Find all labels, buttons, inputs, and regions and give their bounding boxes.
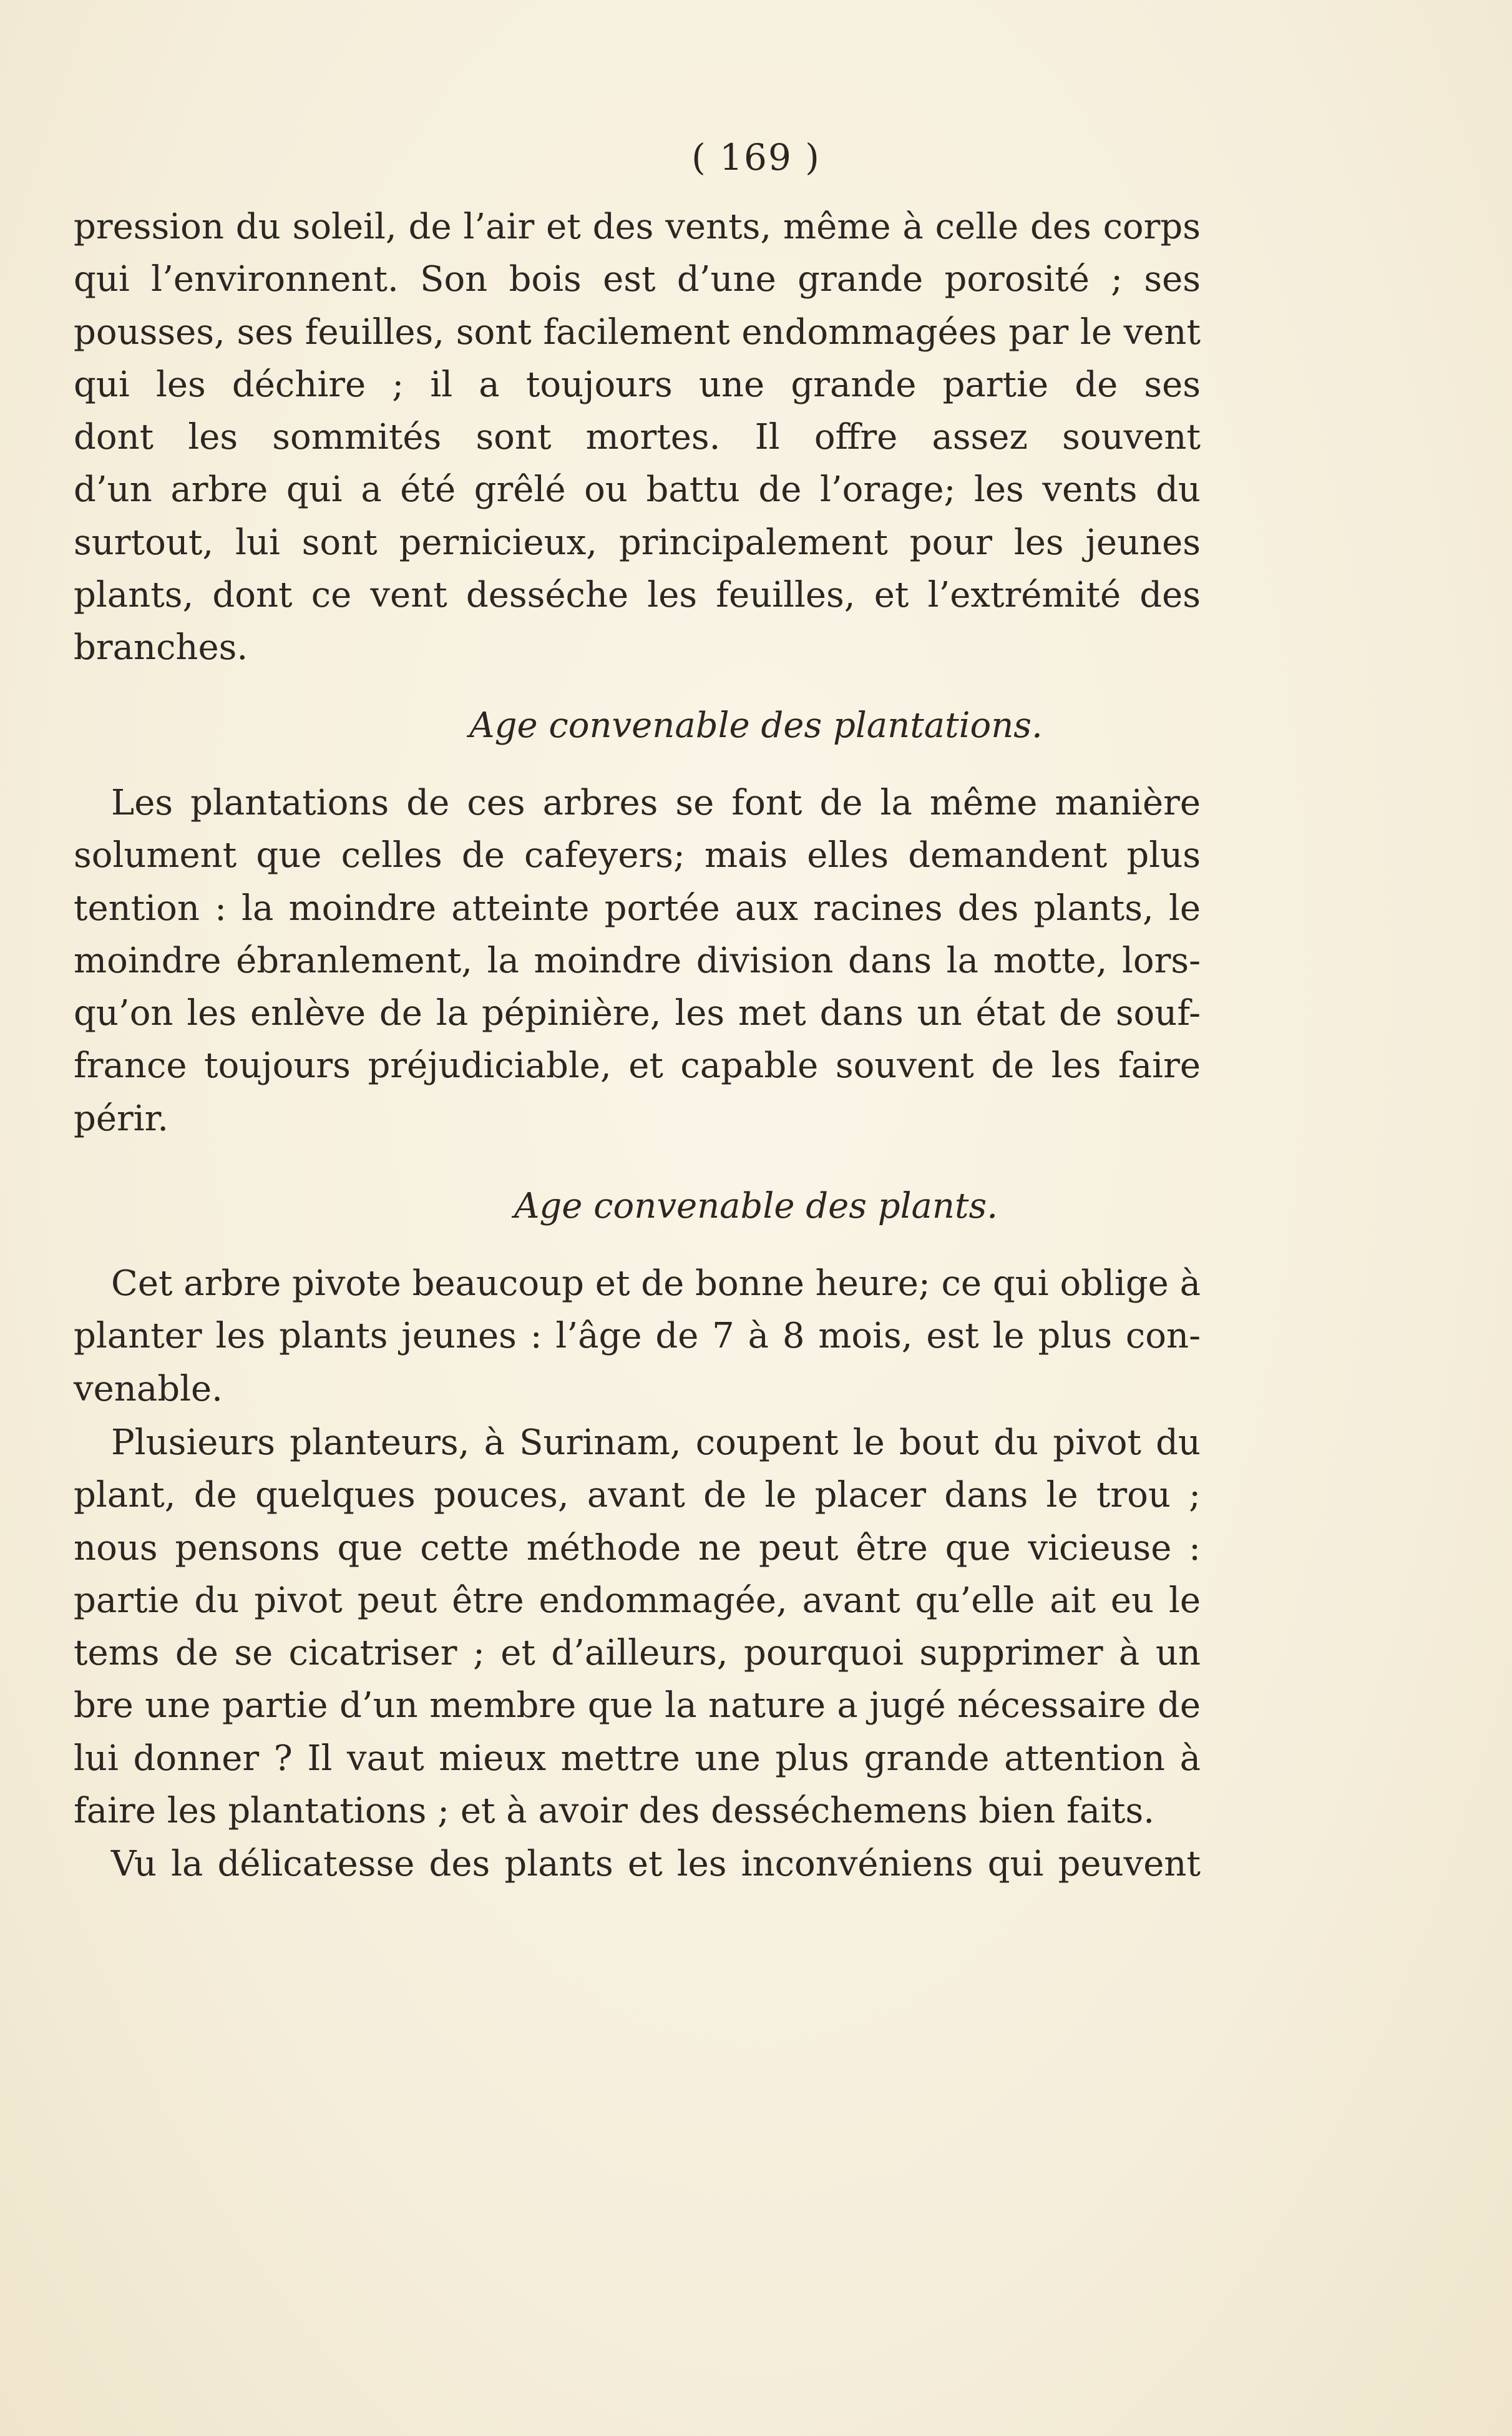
text-line: partie du pivot peut être endommagée, avant qu’elle ait eu le <box>74 1580 1201 1621</box>
paragraph-2 <box>74 777 1201 1145</box>
text-line: Vu la délicatesse des plants et les inconvéniens qui peuvent <box>111 1844 1201 1884</box>
text-line: planter les plants jeunes : l’âge de 7 à 8 mois, est le plus con- <box>74 1316 1201 1357</box>
paragraph-5 <box>74 1838 1201 1891</box>
paragraph-3 <box>74 1258 1201 1416</box>
text-line: qu’on les enlève de la pépinière, les met dans un état de souf- <box>74 993 1201 1034</box>
section-heading-plants: Age convenable des plants. <box>514 1186 998 1226</box>
paragraph-4 <box>74 1417 1201 1837</box>
text-line: pousses, ses feuilles, sont facilement endommagées par le vent <box>74 311 1201 353</box>
text-line: moindre ébranlement, la moindre division dans la motte, lors- <box>74 940 1201 981</box>
section-heading-plantations: Age convenable des plantations. <box>469 705 1043 746</box>
text-line: surtout, lui sont pernicieux, principalement pour les jeunes <box>74 522 1201 563</box>
text-line: qui les déchire ; il a toujours une grande partie de ses <box>74 364 1201 405</box>
text-line: d’un arbre qui a été grêlé ou battu de l’orage; les vents du <box>74 469 1201 511</box>
text-line: Cet arbre pivote beaucoup et de bonne heure; ce qui oblige à <box>111 1263 1201 1304</box>
text-line: périr. <box>74 1098 169 1139</box>
text-line: dont les sommités sont mortes. Il offre assez souvent <box>74 417 1201 458</box>
text-line: bre une partie d’un membre que la nature a jugé nécessaire de <box>74 1685 1201 1726</box>
text-line: plants, dont ce vent desséche les feuilles, et l’extrémité des <box>74 575 1201 616</box>
text-line: tention : la moindre atteinte portée aux racines des plants, le <box>74 888 1201 929</box>
text-line: lui donner ? Il vaut mieux mettre une plus grande attention à <box>74 1738 1201 1779</box>
text-line: solument que celles de cafeyers; mais elles demandent plus <box>74 835 1201 876</box>
text-line: venable. <box>74 1368 223 1409</box>
paragraph-1 <box>74 201 1201 675</box>
text-line: Les plantations de ces arbres se font de la même manière <box>111 783 1201 823</box>
text-line: pression du soleil, de l’air et des vents, même à celle des corps <box>74 207 1201 247</box>
text-line: qui l’environnent. Son bois est d’une grande porosité ; ses <box>74 259 1201 300</box>
text-line: faire les plantations ; et à avoir des desséchemens bien faits. <box>74 1791 1155 1832</box>
text-line: branches. <box>74 627 248 668</box>
text-line: france toujours préjudiciable, et capable souvent de les faire <box>74 1045 1201 1087</box>
page-number: ( 169 ) <box>691 136 821 179</box>
text-line: Plusieurs planteurs, à Surinam, coupent le bout du pivot du <box>111 1422 1201 1463</box>
text-line: tems de se cicatriser ; et d’ailleurs, pourquoi supprimer à un <box>74 1633 1201 1674</box>
text-line: plant, de quelques pouces, avant de le placer dans le trou ; <box>74 1475 1201 1516</box>
text-line: nous pensons que cette méthode ne peut être que vicieuse : <box>74 1527 1201 1568</box>
